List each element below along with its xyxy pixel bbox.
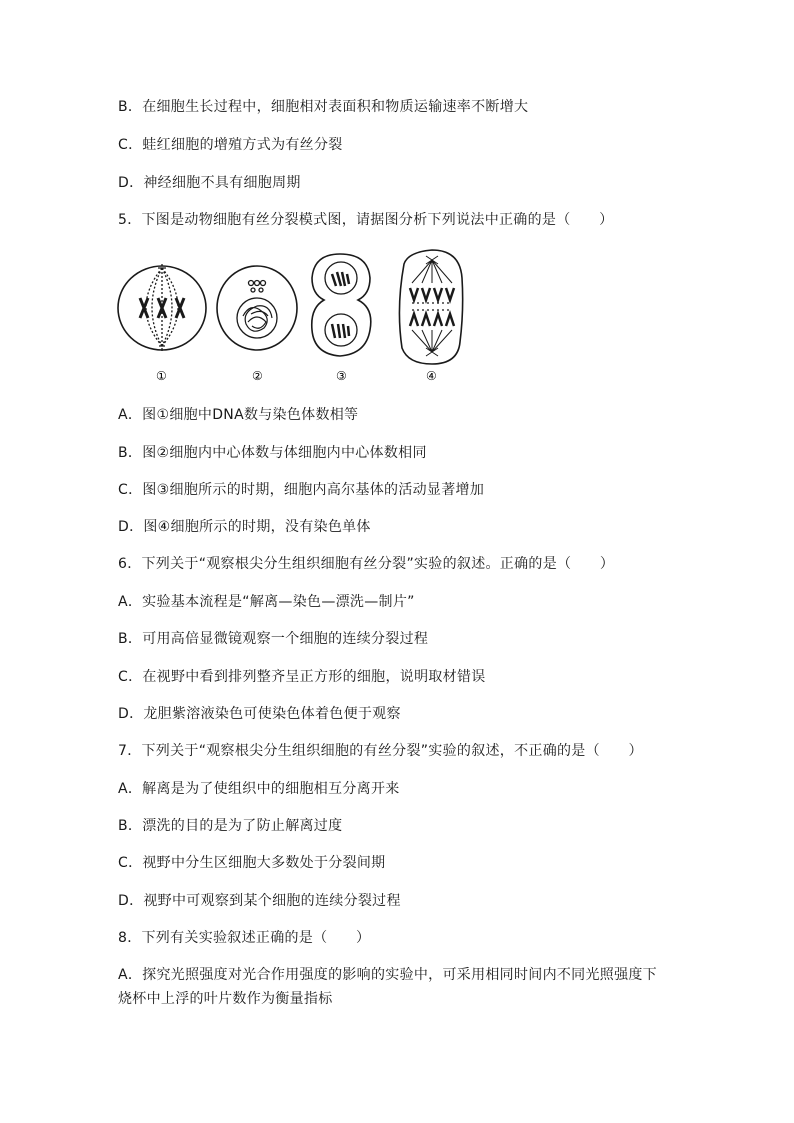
option-8a-continued: 烧杯中上浮的叶片数作为衡量指标 bbox=[118, 991, 333, 1007]
option-4d: D．神经细胞不具有细胞周期 bbox=[118, 175, 301, 191]
option-5c: C．图③细胞所示的时期，细胞内高尔基体的活动显著增加 bbox=[118, 482, 485, 498]
figure-label-4: ④ bbox=[426, 369, 437, 383]
cell-1 bbox=[118, 264, 206, 351]
option-6a: A．实验基本流程是“解离—染色—漂洗—制片” bbox=[118, 594, 415, 610]
question-6: 6．下列关于“观察根尖分生组织细胞有丝分裂”实验的叙述。正确的是（ ） bbox=[118, 556, 615, 572]
figure-label-1: ① bbox=[156, 369, 167, 383]
option-5b: B．图②细胞内中心体数与体细胞内中心体数相同 bbox=[118, 445, 427, 461]
figure-label-2: ② bbox=[252, 369, 263, 383]
option-7b: B．漂洗的目的是为了防止解离过度 bbox=[118, 818, 343, 834]
question-7: 7．下列关于“观察根尖分生组织细胞的有丝分裂”实验的叙述，不正确的是（ ） bbox=[118, 743, 643, 759]
cell-3 bbox=[312, 254, 371, 356]
option-6d: D．龙胆紫溶液染色可使染色体着色便于观察 bbox=[118, 706, 401, 722]
cell-4 bbox=[399, 250, 462, 364]
option-4c: C．蛙红细胞的增殖方式为有丝分裂 bbox=[118, 137, 343, 153]
option-4b: B．在细胞生长过程中，细胞相对表面积和物质运输速率不断增大 bbox=[118, 99, 529, 115]
option-8a: A．探究光照强度对光合作用强度的影响的实验中，可采用相同时间内不同光照强度下 bbox=[118, 967, 657, 983]
option-7c: C．视野中分生区细胞大多数处于分裂间期 bbox=[118, 855, 386, 871]
option-6c: C．在视野中看到排列整齐呈正方形的细胞，说明取材错误 bbox=[118, 669, 486, 685]
question-8: 8．下列有关实验叙述正确的是（ ） bbox=[118, 930, 371, 946]
question-5: 5．下图是动物细胞有丝分裂模式图，请据图分析下列说法中正确的是（ ） bbox=[118, 212, 614, 228]
figure-label-3: ③ bbox=[336, 369, 347, 383]
option-5a: A．图①细胞中DNA数与染色体数相等 bbox=[118, 407, 359, 423]
mitosis-diagram bbox=[112, 248, 472, 390]
mitosis-figure bbox=[112, 248, 472, 390]
cell-2 bbox=[217, 266, 297, 350]
option-7d: D．视野中可观察到某个细胞的连续分裂过程 bbox=[118, 893, 401, 909]
option-7a: A．解离是为了使组织中的细胞相互分离开来 bbox=[118, 781, 400, 797]
option-6b: B．可用高倍显微镜观察一个细胞的连续分裂过程 bbox=[118, 631, 429, 647]
option-5d: D．图④细胞所示的时期，没有染色单体 bbox=[118, 519, 371, 535]
